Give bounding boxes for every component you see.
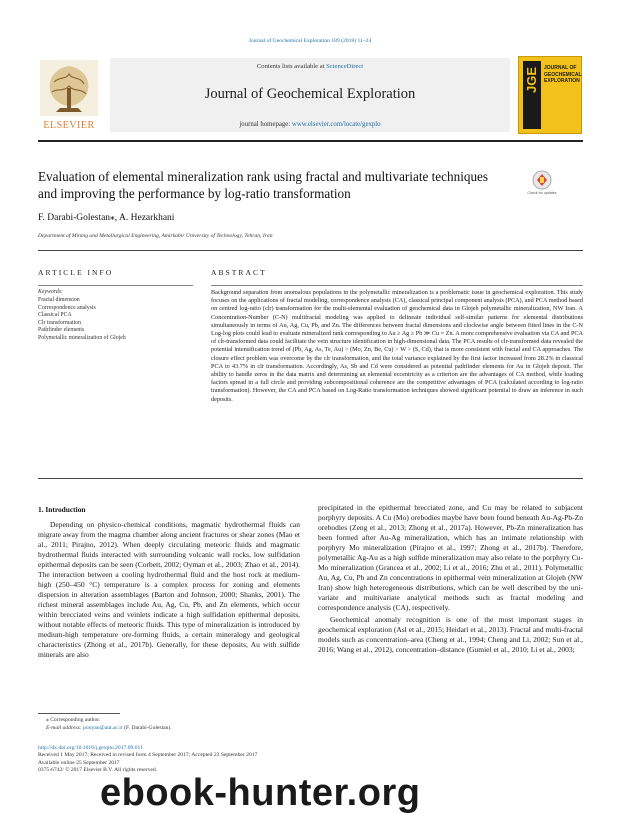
keyword-list (38, 297, 126, 343)
crossmark-badge[interactable] (528, 170, 556, 200)
corresponding-author-note: ⁎ Corresponding author. (46, 717, 101, 723)
intro-right-column (318, 503, 583, 655)
crossmark-label: Check for updates (527, 191, 557, 195)
cover-line: GEOCHEMICAL (544, 71, 582, 78)
article-info-rule (38, 285, 193, 286)
introduction-heading: 1. Introduction (38, 505, 86, 514)
abstract-heading: ABSTRACT (211, 268, 267, 277)
homepage-prefix: journal homepage: (239, 121, 292, 128)
doi-link[interactable]: http://dx.doi.org/10.1016/j.gexplo.2017.09.011 (38, 745, 143, 751)
article-title: Evaluation of elemental mineralization rank using fractal and multivariate techniques and improving the performance by log-ratio transformation (38, 169, 489, 201)
intro-left-column (38, 520, 300, 660)
keyword-item: Pathfinder elements (38, 327, 85, 334)
email-label: E-mail address: (46, 725, 84, 731)
contents-prefix: Contents lists available at (256, 63, 327, 70)
affiliation-divider (38, 250, 583, 251)
keyword-item: Fractal dimension (38, 297, 80, 303)
crossmark-icon (528, 170, 556, 192)
abstract-rule (211, 285, 583, 286)
cover-abbrev: JGE (524, 67, 539, 94)
email-note (46, 725, 172, 731)
copyright: 0375-6742/ © 2017 Elsevier B.V. All rights reserved. (38, 767, 158, 774)
header-divider (38, 140, 583, 142)
intro-paragraph: Depending on physico-chemical conditions, magmatic hydrothermal fluids can migrate away from the magma chamber along ancient fractures or shear zones (Mao et al., 2011; Pirajno, 2012). When deeply circulating meteoric fluids and magmatic hydrothermal fluids interacted with surrounding volcanic wall rocks, low sulfidation epithermal deposits can be seen (Corbett, 2002; Oyman et al., 2003; Zhao et al., 2014). The interaction between a cooling hydrothermal fluid and the host rock at medium-high (250–450 °C) temperature is a complex process for zoning and elements dispersion in alteration assemblages (Barton and Johnson, 2000; Shanks, 2001). The richest mineral assemblages include Au, Ag, Cu, Pb, and Zn elements, which occur within brecciated veins and veinlets indicate a high sulfidation epithermal deposits, without notable effects of meteoric fluids. This type of mineralization is introduced by medium-high temperature ore-forming fluids, a certain mineralogy and geological characteristics (Zhong et al., 2017b). Generally, for these deposits, Au with sulfide minerals are also (38, 520, 300, 659)
contents-line (110, 63, 510, 70)
elsevier-logo (38, 58, 100, 132)
keyword-item: Polymetallic mineralization of Glojeh (38, 334, 126, 341)
author-list: F. Darabi-Golestan⁎, A. Hezarkhani (38, 213, 175, 223)
keyword-item: Clr transformation (38, 319, 81, 326)
intro-paragraph: precipitated in the epithermal brecciated zone, and Cu may be related to subjacent porphyry deposits. A Cu (Mo) orebodies maybe have been found beneath Au-Ag-Pb-Zn orebodies (Zeng et al., 2013; Zhong et al., 2017a). However, Pb-Zn mineralization has been formed after Au-Ag mineralization, which has an intimate relationship with porphyry Mo mineralization (Pirajno et al., 1997; Zhong et al., 2017b). Therefore, polymetallic Ag-Au as a high sulfide mineralization may also relate to the porphyry Cu-Mo mineralization (Grancea et al., 2002; Li et al., 2016; Zhu et al., 2011). Polymetallic Au, Ag, Cu, Pb and Zn concentrations in epithermal vein mineralization at Glojeh (NW Iran) show high heterogeneous distributions, which can be well described by the uni-variate and multivariate analytical methods such as fractal modeling and correspondence analysis (CA), respectively. (318, 503, 583, 612)
intro-paragraph: Geochemical anomaly recognition is one of the most important stages in geochemical exploration (Asl et al., 2015; Heidari et al., 2013). Fractal and multi-fractal models such as concentration–area (Cheng et al., 1994; Cheng and Li, 2002; Sun et al., 2016; Wang et al., 2012), concentration–distance (Gumiel et al., 2010; Li et al., 2003; (318, 615, 583, 654)
article-info-heading: ARTICLE INFO (38, 268, 114, 277)
email-link[interactable]: pouyan@aut.ac.ir (83, 725, 123, 731)
cover-line: JOURNAL OF (544, 65, 577, 71)
keyword-item: Correspondence analysis (38, 304, 96, 311)
abstract-divider (38, 478, 583, 479)
footnote-divider (38, 713, 120, 714)
publication-info (38, 745, 257, 775)
keywords-label: Keywords: (38, 289, 63, 295)
received-dates: Received 1 May 2017; Received in revised form 4 September 2017; Accepted 23 September 2017 (38, 752, 258, 759)
watermark-text: ebook-hunter.org (100, 772, 421, 814)
elsevier-wordmark: ELSEVIER (43, 120, 95, 131)
keyword-item: Classical PCA (38, 312, 72, 319)
online-date: Available online 25 September 2017 (38, 759, 120, 766)
sciencedirect-link[interactable]: ScienceDirect (326, 63, 364, 70)
abstract-text: Background separation from anomalous populations in the polymetallic mineralization is a problematic issue in geochemical exploration. This study focuses on the applications of fractal modeling, correspondence analysis (CA), classical principal component analysis (PCA), and PCA method based on centred log-ratio (clr) transformation for the multi-elemental evaluation of geochemical data in Glojeh polymetallic mineralization, NW Iran. A Concentration-Number (C-N) multifractal modeling was applied to delineate individual self-similar patterns for elemental distributions simultaneously in terms of Au, Ag, Cu, Pb, and Zn. The differences between fractal dimensions and clockwise angle between fitted lines in the C-N Log-log plots could lead to evaluate mineralized rank corresponding to Au ≥ Ag ≥ Pb ≫ Cu = Zn. A more comprehensive evaluation via CA and PCA of clr-transformed data could facilitate the vein structure identification in high-dimensional data. The PCA results of clr-transformed data revealed the potential intensification trend of (Pb, Ag, As, Te, Au) > (Mo, Zn, Be, Cu) > W > (S, Cd), that is more consistent with fractal and CA approaches. The closure effect problem was overcome by the clr transformation, and the total variance explained by the first factor increased from 28.2% in classical PCA to 43.7% in clr transformation. Accordingly, As, Sb and Cd were considered as potential pathfinder elements for Au in Glojeh deposit. The ability to handle zeros in the data matrix and determining an elemental eccentricity as a criterion are the advantages of CA method, while loading factors spread in a full circle and providing subcompositional coherence are the competitive advantages of PCA (calculated according to log-ratio transformation). However, the CA and PCA based on Log-Ratio transformation techniques showed significant potential to draw an inference in such deposits. (211, 289, 583, 403)
journal-cover (518, 56, 582, 134)
journal-name: Journal of Geochemical Exploration (204, 86, 416, 102)
homepage-line (110, 121, 510, 128)
affiliation: Department of Mining and Metallurgical Engineering, Amirkabir University of Technology, Tehran, Iran (38, 233, 273, 239)
homepage-link[interactable]: www.elsevier.com/locate/gexplo (291, 121, 381, 128)
journal-citation-link[interactable]: Journal of Geochemical Exploration 189 (2018) 11–24 (248, 38, 372, 44)
email-suffix: (F. Darabi-Golestan). (122, 725, 172, 731)
cover-line: EXPLORATION (544, 78, 580, 84)
cover-title (544, 65, 582, 85)
